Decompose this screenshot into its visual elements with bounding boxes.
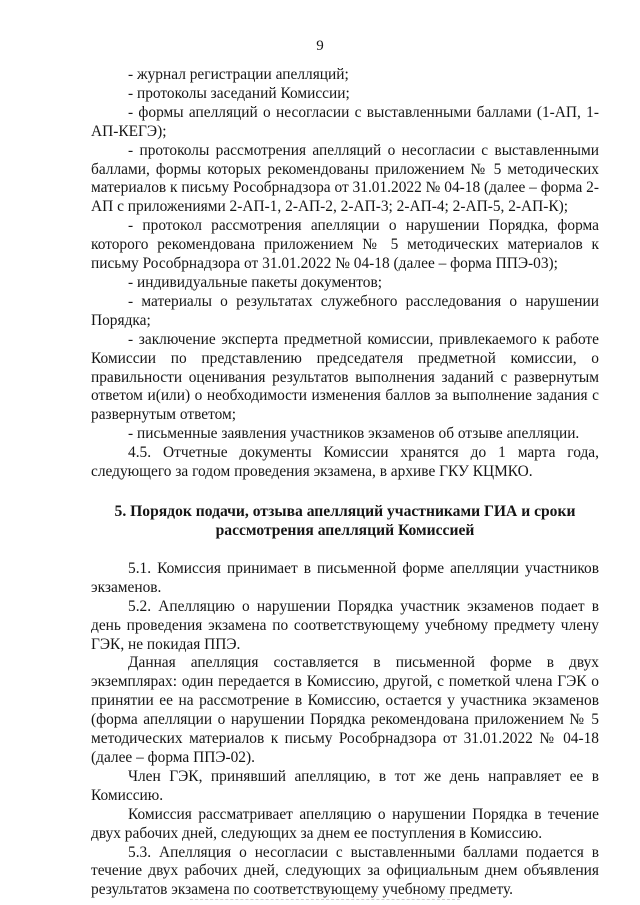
clause-4-5: 4.5. Отчетные документы Комиссии хранятся до 1 марта года, следующего за годом проведения экзамена, в архиве ГКУ КЦМКО. (91, 444, 599, 481)
list-item-registration-journal: - журнал регистрации апелляций; (128, 66, 349, 83)
section-5-heading-line-2: рассмотрения апелляций Комиссией (215, 521, 475, 539)
page-number: 9 (316, 38, 324, 54)
list-item-document-packages: - индивидуальные пакеты документов; (128, 273, 383, 291)
clause-5-1: 5.1. Комиссия принимает в письменной форме апелляции участников экзаменов. (91, 559, 599, 596)
list-item-meeting-protocols: - протоколы заседаний Комиссии; (128, 84, 350, 102)
page-content (91, 66, 599, 900)
list-item-withdrawal-statements: - письменные заявления участников экзаменов об отзыве апелляции. (128, 425, 580, 443)
list-item-violation-protocol: - протокол рассмотрения апелляции о нарушении Порядка, форма которого рекомендована приложением № 5 методических материалов к письму Рособрнадзора от 31.01.2022 № 04-18 (далее – форма ППЭ-03); (91, 217, 599, 273)
list-item-investigation-materials: - материалы о результатах служебного расследования о нарушении Порядка; (91, 292, 599, 329)
list-item-appeal-forms: - формы апелляций о несогласии с выставленными баллами (1-АП, 1-АП-КЕГЭ); (91, 103, 599, 140)
list-item-expert-conclusion: - заключение эксперта предметной комиссии, привлекаемого к работе Комиссии по представлению председателя предметной комиссии, о правильности оценивания результатов выполнения заданий с развернутым ответом и(или) о необходимости изменения баллов за выполнение задания с развернутым ответом; (91, 330, 599, 424)
section-5-heading (91, 502, 599, 540)
clause-5-2-review-term: Комиссия рассматривает апелляцию о нарушении Порядка в течение двух рабочих дней, следующих за днем ее поступления в Комиссию. (91, 805, 599, 842)
list-item-review-protocols: - протоколы рассмотрения апелляций о несогласии с выставленными баллами, формы которых рекомендованы приложением № 5 методических материалов к письму Рособрнадзора от 31.01.2022 № 04-18 (далее – форма 2-АП с приложениями 2-АП-1, 2-АП-2, 2-АП-3; 2-АП-4; 2-АП-5, 2-АП-К); (91, 141, 599, 216)
section-5-heading-line-1: 5. Порядок подачи, отзыва апелляций участниками ГИА и сроки (114, 502, 576, 520)
clause-5-2-appeal-form: Данная апелляция составляется в письменной форме в двух экземплярах: один передается в Комиссию, другой, с пометкой члена ГЭК о принятии ее на рассмотрение в Комиссию, остается у участника экзаменов (форма апелляции о нарушении Порядка рекомендована приложением № 5 методических материалов к письму Рособрнадзора от 31.01.2022 № 04-18 (далее – форма ППЭ-02). (91, 654, 599, 766)
clause-5-2: 5.2. Апелляцию о нарушении Порядка участник экзаменов подает в день проведения экзамена по соответствующему учебному предмету члену ГЭК, не покидая ППЭ. (91, 597, 599, 653)
clause-5-3: 5.3. Апелляция о несогласии с выставленными баллами подается в течение двух рабочих дней, следующих за официальным днем объявления результатов экзамена по соответствующему учебному предмету. (91, 843, 599, 899)
clause-5-2-gek-member: Член ГЭК, принявший апелляцию, в тот же день направляет ее в Комиссию. (91, 767, 599, 804)
scan-edge-artifact (190, 899, 460, 901)
